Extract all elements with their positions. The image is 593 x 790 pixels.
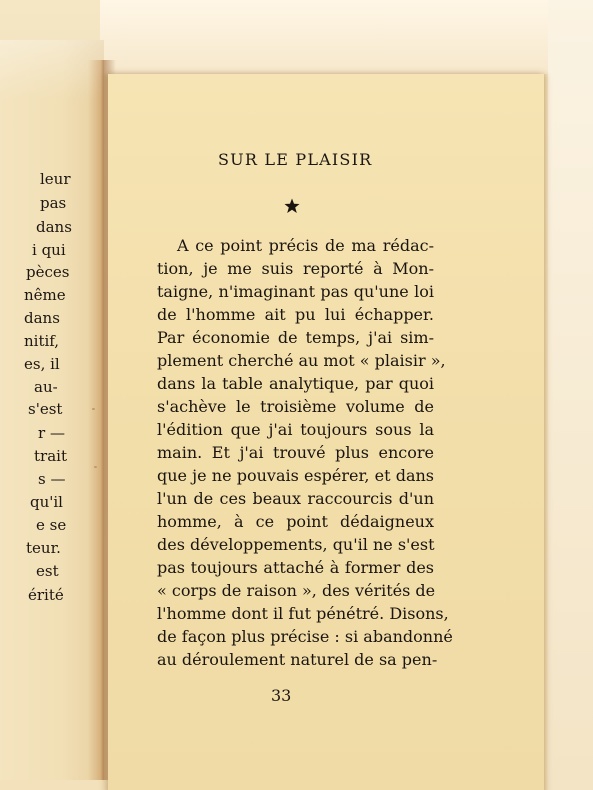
left-page-line: teur. [26,539,61,557]
background-surface [100,0,593,74]
chapter-title: SUR LE PLAISIR [218,150,373,169]
left-page-line: s — [38,470,66,488]
left-page-line: au- [34,378,58,396]
text-line: dans la table analytique, par quoi [157,374,434,393]
left-page-line: r — [38,424,65,442]
star-ornament-icon [284,198,300,214]
text-line: tion, je me suis reporté à Mon- [157,259,434,278]
paper-speck [92,408,95,410]
background-surface-right [548,0,593,790]
text-line: l'un de ces beaux raccourcis d'un [157,489,434,508]
text-line: l'homme dont il fut pénétré. Disons, [157,604,449,623]
left-page-line: trait [34,447,67,465]
text-line: Par économie de temps, j'ai sim- [157,328,434,347]
left-page-line: pèces [26,263,70,281]
text-line: taigne, n'imaginant pas qu'une loi [157,282,434,301]
text-line: « corps de raison », des vérités de [157,581,436,600]
left-page-line: qu'il [30,493,63,511]
text-line: s'achève le troisième volume de [157,397,434,416]
left-page-line: es, il [24,355,60,373]
text-line: l'édition que j'ai toujours sous la [157,420,434,439]
left-page-line: s'est [28,400,63,418]
text-line: plement cherché au mot « plaisir », [157,351,446,370]
left-page-line: dans [24,309,60,327]
paper-speck [94,466,97,468]
text-line: de façon plus précise : si abandonné [157,627,453,646]
text-line: A ce point précis de ma rédac- [177,236,434,255]
left-page-line: nême [24,286,66,304]
text-line: pas toujours attaché à former des [157,558,434,577]
left-page-line: pas [40,194,67,212]
left-page-line: e se [36,516,67,534]
left-page-line: nitif, [24,332,60,350]
text-line: main. Et j'ai trouvé plus encore [157,443,434,462]
text-line: au déroulement naturel de sa pen- [157,650,438,669]
left-page-line: est [36,562,59,580]
text-line: que je ne pouvais espérer, et dans [157,466,434,485]
left-page-line: i qui [32,241,66,259]
page-number: 33 [271,686,292,705]
text-line: des développements, qu'il ne s'est [157,535,435,554]
text-line: homme, à ce point dédaigneux [157,512,434,531]
left-page-line: érité [28,586,64,604]
left-page-line: dans [36,218,72,236]
left-page-line: leur [40,170,71,188]
text-line: de l'homme ait pu lui échapper. [157,305,434,324]
